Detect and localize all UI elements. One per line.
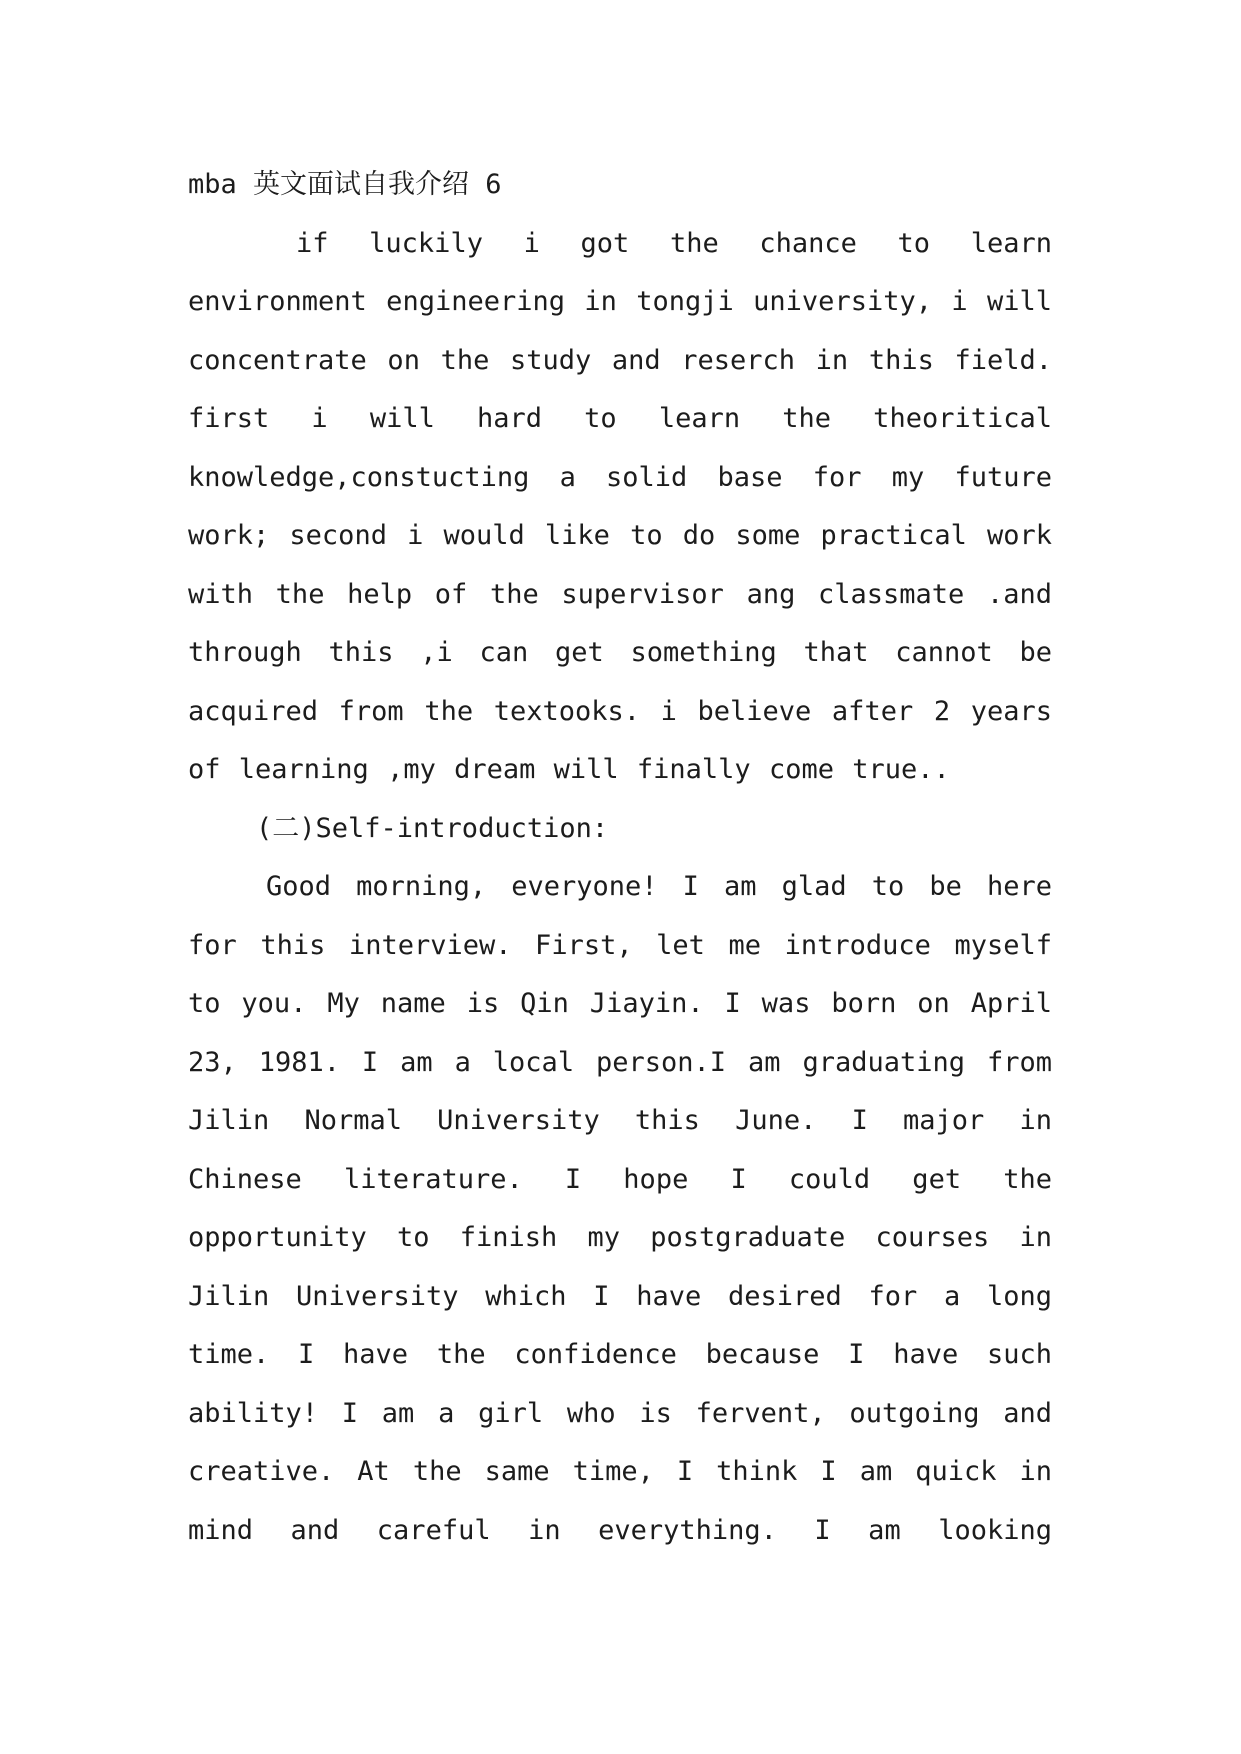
paragraph-self-introduction: Good morning, everyone! I am glad to be here for this interview. First, let me introduce myself to you. My name is Qin Jiayin. I was born on April 23, 1981. I am a local person.I am graduating from Jilin Normal University this June. I major in Chinese literature. I hope I could get the opportunity to finish my postgraduate courses in Jilin University which I have desired for a long time. I have the confidence because I have such ability! I am a girl who is fervent, outgoing and creative. At the same time, I think I am quick in mind and careful in everything. I am looking xyxy=(188,871,1052,1546)
paragraph-study-plan: if luckily i got the chance to learn environment engineering in tongji university, i will concentrate on the study and reserch in this field. first i will hard to learn the theoritical knowledge,constucting a solid base for my future work; second i would like to do some practical work with the help of the supervisor ang classmate .and through this ,i can get something that cannot be acquired from the textooks. i believe after 2 years of learning ,my dream will finally come true.. xyxy=(188,227,1052,785)
section-heading: (二)Self-introduction: xyxy=(256,812,609,844)
document-body xyxy=(188,156,1052,1560)
document-title: mba 英文面试自我介绍 6 xyxy=(188,169,502,200)
